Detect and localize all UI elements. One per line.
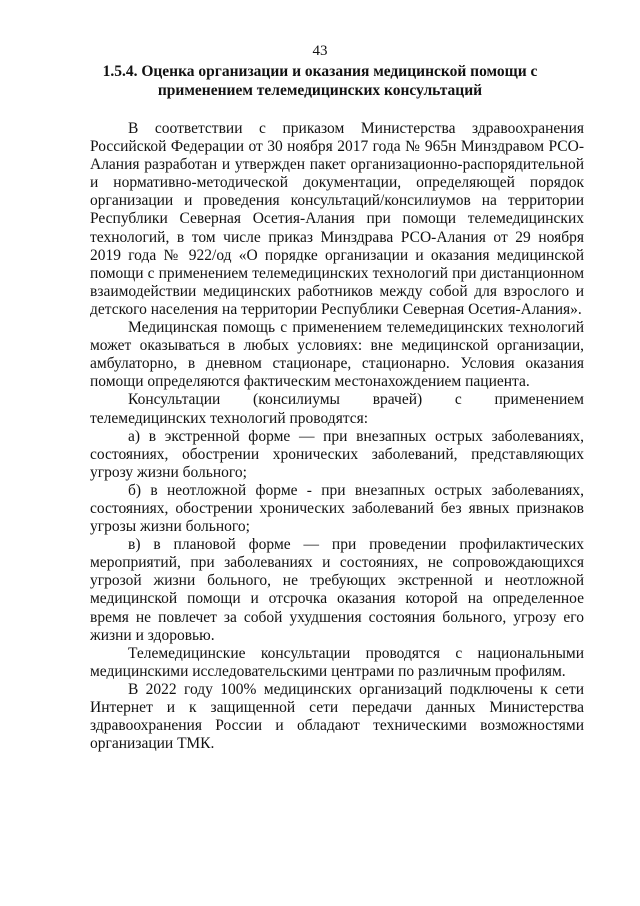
list-item-planned: в) в плановой форме — при проведении профилактических мероприятий, при заболеваниях и состояниях, не сопровождающихся угрозой жизни больного, не требующих экстренной и неотложной медицинской помощи и отсрочка оказания которой на определенное время не повлечет за собой ухудшения состояния больного, угрозу его жизни и здоровью. (90, 536, 584, 644)
paragraph-consultations-intro: Консультации (консилиумы врачей) с применением телемедицинских технологий проводятся: (90, 391, 584, 427)
list-item-urgent: б) в неотложной форме - при внезапных острых заболеваниях, состояниях, обострении хронических заболеваний без явных признаков угрозы жизни больного; (90, 481, 584, 536)
document-body (90, 120, 584, 753)
section-title: 1.5.4. Оценка организации и оказания медицинской помощи с применением телемедицинских консультаций (102, 63, 538, 99)
page-number: 43 (312, 43, 328, 59)
paragraph-national-centers: Телемедицинские консультации проводятся с национальными медицинскими исследовательскими центрами по различным профилям. (90, 644, 584, 680)
paragraph-regulations: В соответствии с приказом Министерства здравоохранения Российской Федерации от 30 ноября 2017 года № 965н Минздравом РСО-Алания разработан и утвержден пакет организационно-распорядительной и нормативно-методической документации, определяющей порядок организации и проведения консультаций/консилиумов на территории Республики Северная Осетия-Алания при помощи телемедицинских технологий, в том числе приказ Минздрава РСО-Алания от 29 ноября 2019 года № 922/од «О порядке организации и оказания медицинской помощи с применением телемедицинских технологий при дистанционном взаимодействии медицинских работников между собой для взрослого и детского населения на территории Республики Северная Осетия-Алания». (90, 120, 584, 318)
paragraph-conditions: Медицинская помощь с применением телемедицинских технологий может оказываться в любых условиях: вне медицинской организации, амбулаторно, в дневном стационаре, стационарно. Условия оказания помощи определяются фактическим местонахождением пациента. (90, 319, 584, 391)
paragraph-2022-connectivity: В 2022 году 100% медицинских организаций подключены к сети Интернет и к защищенной сети передачи данных Министерства здравоохранения России и обладают техническими возможностями организации ТМК. (90, 680, 584, 753)
list-item-emergency: а) в экстренной форме — при внезапных острых заболеваниях, состояниях, обострении хронических заболеваний, представляющих угрозу жизни больного; (90, 427, 584, 481)
